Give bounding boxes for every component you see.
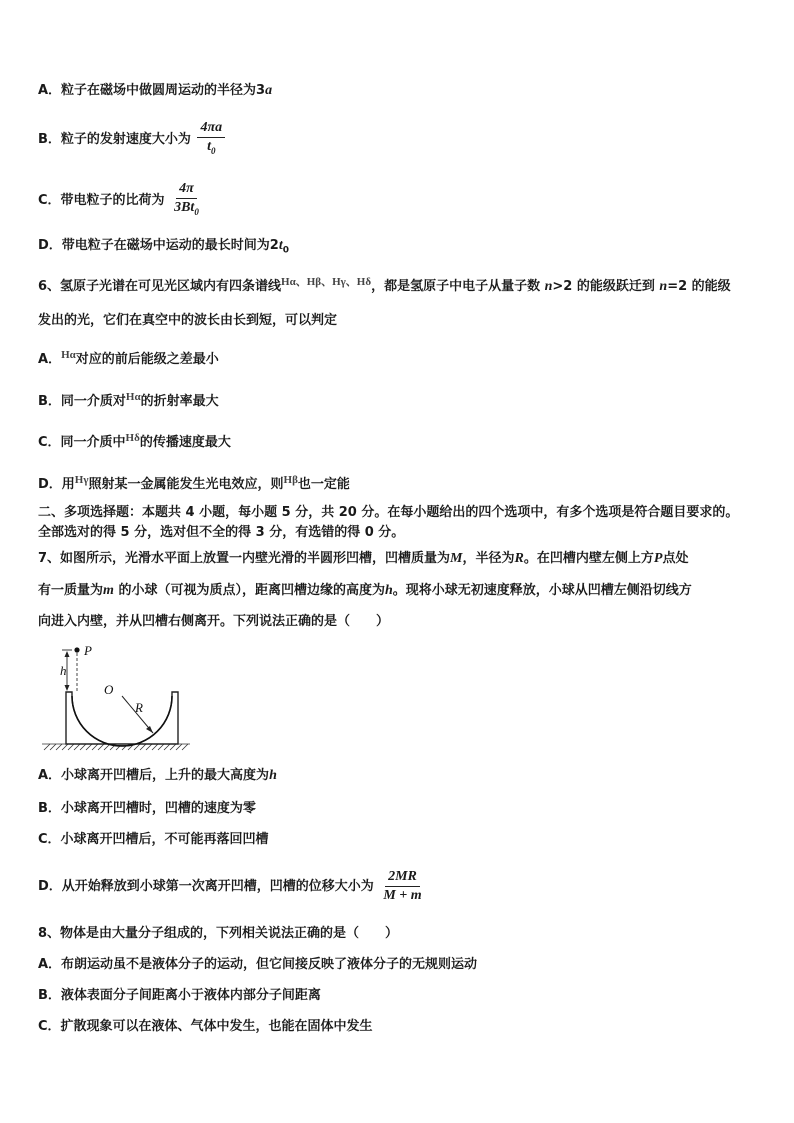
q6-n-variable: n	[659, 279, 668, 294]
q6-n-variable: n	[544, 279, 553, 294]
q7-stem-part: ，半径为	[462, 551, 515, 566]
label-o: O	[104, 682, 114, 697]
q6-option-d-label: D．用	[38, 477, 75, 492]
label-r: R	[135, 700, 143, 715]
q5-option-b	[38, 120, 225, 159]
q5-option-c-denominator-sub: 0	[194, 206, 199, 217]
section-2-instructions-line-2: 全部选对的得 5 分，选对但不全的得 3 分，有选错的得 0 分。	[38, 525, 405, 540]
q7-stem-part: 点处	[662, 551, 689, 566]
label-h: h	[60, 663, 67, 678]
q6-option-d	[38, 475, 350, 495]
q5-option-b-numerator: 4πa	[197, 120, 225, 138]
q5-option-c-text: C．带电粒子的比荷为	[38, 192, 165, 208]
q6-condition: =2 的能级	[667, 279, 731, 294]
q7-option-c: C．小球离开凹槽后，不可能再落回凹槽	[38, 832, 269, 847]
q6-option-a-text: 对应的前后能级之差最小	[75, 352, 219, 367]
q6-stem-part: ，都是氢原子中电子从量子数	[371, 279, 541, 294]
q7-stem-line-3: 向进入内壁，并从凹槽右侧离开。下列说法正确的是（ ）	[38, 614, 390, 629]
q5-option-a-text: A．粒子在磁场中做圆周运动的半径为3	[38, 83, 266, 98]
q7-var-R: R	[514, 551, 524, 566]
q7-option-d-numerator: 2MR	[385, 869, 420, 887]
q7-option-a-text: A．小球离开凹槽后，上升的最大高度为	[38, 768, 270, 783]
q7-stem-part: 。在凹槽内壁左侧上方	[523, 551, 654, 566]
q5-option-c-denominator: 3Bt	[174, 200, 195, 215]
q6-option-d-symbol-1: Hγ	[74, 474, 89, 486]
label-p: P	[84, 643, 92, 658]
q6-option-a	[38, 350, 219, 370]
q6-option-a-symbol: Hα	[61, 349, 76, 361]
q7-groove-diagram	[40, 640, 192, 758]
q7-option-d	[38, 869, 425, 904]
q7-option-a	[38, 766, 277, 786]
section-2-instructions-line-1: 二、多项选择题：本题共 4 小题，每小题 5 分，共 20 分。在每小题给出的四个选项中，有多个选项是符合题目要求的。	[38, 505, 739, 520]
q5-option-d-var: t	[278, 238, 283, 253]
q7-var-m: m	[103, 583, 114, 598]
q5-option-c-fraction	[171, 181, 202, 220]
q6-stem-line-1	[38, 277, 731, 297]
q8-stem: 8、物体是由大量分子组成的，下列相关说法正确的是（ ）	[38, 926, 399, 941]
q6-option-c	[38, 433, 231, 453]
q7-stem-part: 有一质量为	[38, 583, 104, 598]
q6-stem-line-2: 发出的光，它们在真空中的波长由长到短，可以判定	[38, 313, 338, 328]
q7-option-d-text: D．从开始释放到小球第一次离开凹槽，凹槽的位移大小为	[38, 879, 374, 894]
q8-option-a: A．布朗运动虽不是液体分子的运动，但它间接反映了液体分子的无规则运动	[38, 957, 478, 972]
q5-option-d	[38, 236, 289, 261]
q5-option-b-text: B．粒子的发射速度大小为	[38, 131, 191, 147]
q6-spectral-lines: Hα、Hβ、Hγ、Hδ	[281, 276, 372, 288]
q6-option-c-label: C．同一介质中	[38, 435, 126, 450]
q7-stem-part: 7、如图所示，光滑水平面上放置一内壁光滑的半圆形凹槽，凹槽质量为	[38, 551, 451, 566]
q7-option-b: B．小球离开凹槽时，凹槽的速度为零	[38, 801, 256, 816]
q7-option-d-fraction	[380, 869, 424, 904]
groove-body	[66, 692, 178, 746]
q6-option-b-text: 的折射率最大	[140, 394, 219, 409]
q7-option-d-denominator: M + m	[383, 888, 422, 903]
q6-option-a-label: A．	[38, 352, 62, 367]
q7-stem-part: 的小球（可视为质点），距离凹槽边缘的高度为	[118, 583, 385, 598]
q5-option-b-denominator: t	[207, 139, 211, 154]
ball-p	[74, 647, 79, 652]
q5-option-b-denominator-sub: 0	[210, 145, 216, 156]
q6-option-d-text: 照射某一金属能发生光电效应，则	[88, 477, 284, 492]
q5-option-d-text: D．带电粒子在磁场中运动的最长时间为2	[38, 238, 279, 253]
q6-option-c-symbol: Hδ	[125, 432, 140, 444]
q7-stem-line-1	[38, 549, 688, 569]
q6-option-b-label: B．同一介质对	[38, 394, 126, 409]
q7-option-a-var: h	[269, 768, 277, 783]
q6-option-d-symbol-2: Hβ	[283, 474, 298, 486]
q7-stem-part: 。现将小球无初速度释放，小球从凹槽左侧沿切线方	[392, 583, 692, 598]
q6-stem-part: 6、氢原子光谱在可见光区域内有四条谱线	[38, 279, 282, 294]
q5-option-c	[38, 181, 202, 220]
q8-option-c: C．扩散现象可以在液体、气体中发生，也能在固体中发生	[38, 1019, 373, 1034]
q7-var-M: M	[450, 551, 463, 566]
q5-option-a-var: a	[265, 83, 273, 98]
q7-var-h: h	[384, 583, 393, 598]
h-arrow-down	[65, 685, 70, 691]
q7-var-P: P	[653, 551, 663, 566]
q6-option-c-text: 的传播速度最大	[139, 435, 231, 450]
q6-option-d-text-end: 也一定能	[297, 477, 350, 492]
q6-option-b-symbol: Hα	[125, 391, 141, 403]
q5-option-b-fraction	[197, 120, 225, 159]
q7-stem-line-2	[38, 581, 692, 601]
q5-option-a	[38, 81, 272, 101]
q6-option-b	[38, 392, 219, 412]
q6-condition: >2 的能级跃迁到	[552, 279, 655, 294]
h-arrow-up	[65, 651, 70, 657]
radius-arrowhead	[146, 726, 153, 733]
q8-option-b: B．液体表面分子间距离小于液体内部分子间距离	[38, 988, 321, 1003]
q5-option-c-numerator: 4π	[176, 181, 197, 199]
q5-option-d-sub: 0	[282, 245, 289, 256]
